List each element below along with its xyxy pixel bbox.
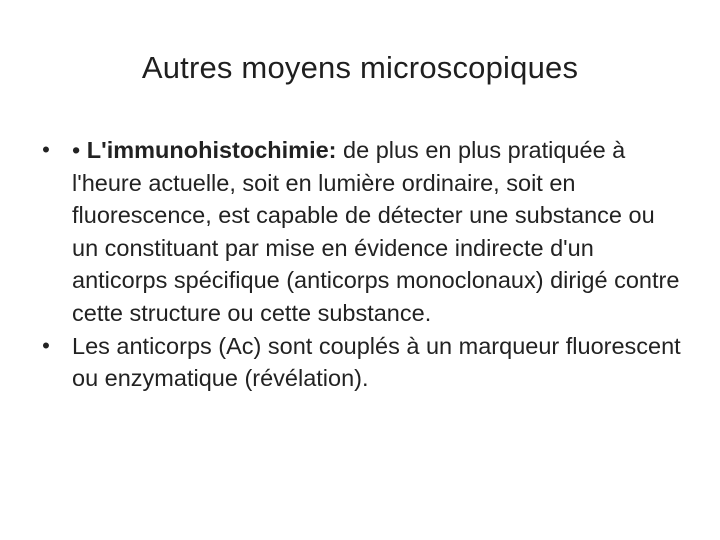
bullet-text: de plus en plus pratiquée à l'heure actuelle, soit en lumière ordinaire, soit en fluorescence, est capable de détecter une substance ou un constituant par mise en évidence indirecte d'un anticorps spécifique (anticorps monoclonaux) dirigé contre cette structure ou cette substance. <box>72 137 680 326</box>
inline-bullet-marker: • <box>72 137 81 163</box>
bullet-list <box>36 134 686 395</box>
bullet-marker: • <box>42 137 50 162</box>
bullet-text: Les anticorps (Ac) sont couplés à un marqueur fluorescent ou enzymatique (révélation). <box>72 332 681 392</box>
bullet-item-anticorps <box>36 330 686 395</box>
bullet-term: L'immunohistochimie: <box>86 137 337 163</box>
bullet-marker: • <box>42 332 50 358</box>
slide-title: Autres moyens microscopiques <box>141 50 579 85</box>
bullet-item-immunohistochimie <box>36 134 686 330</box>
